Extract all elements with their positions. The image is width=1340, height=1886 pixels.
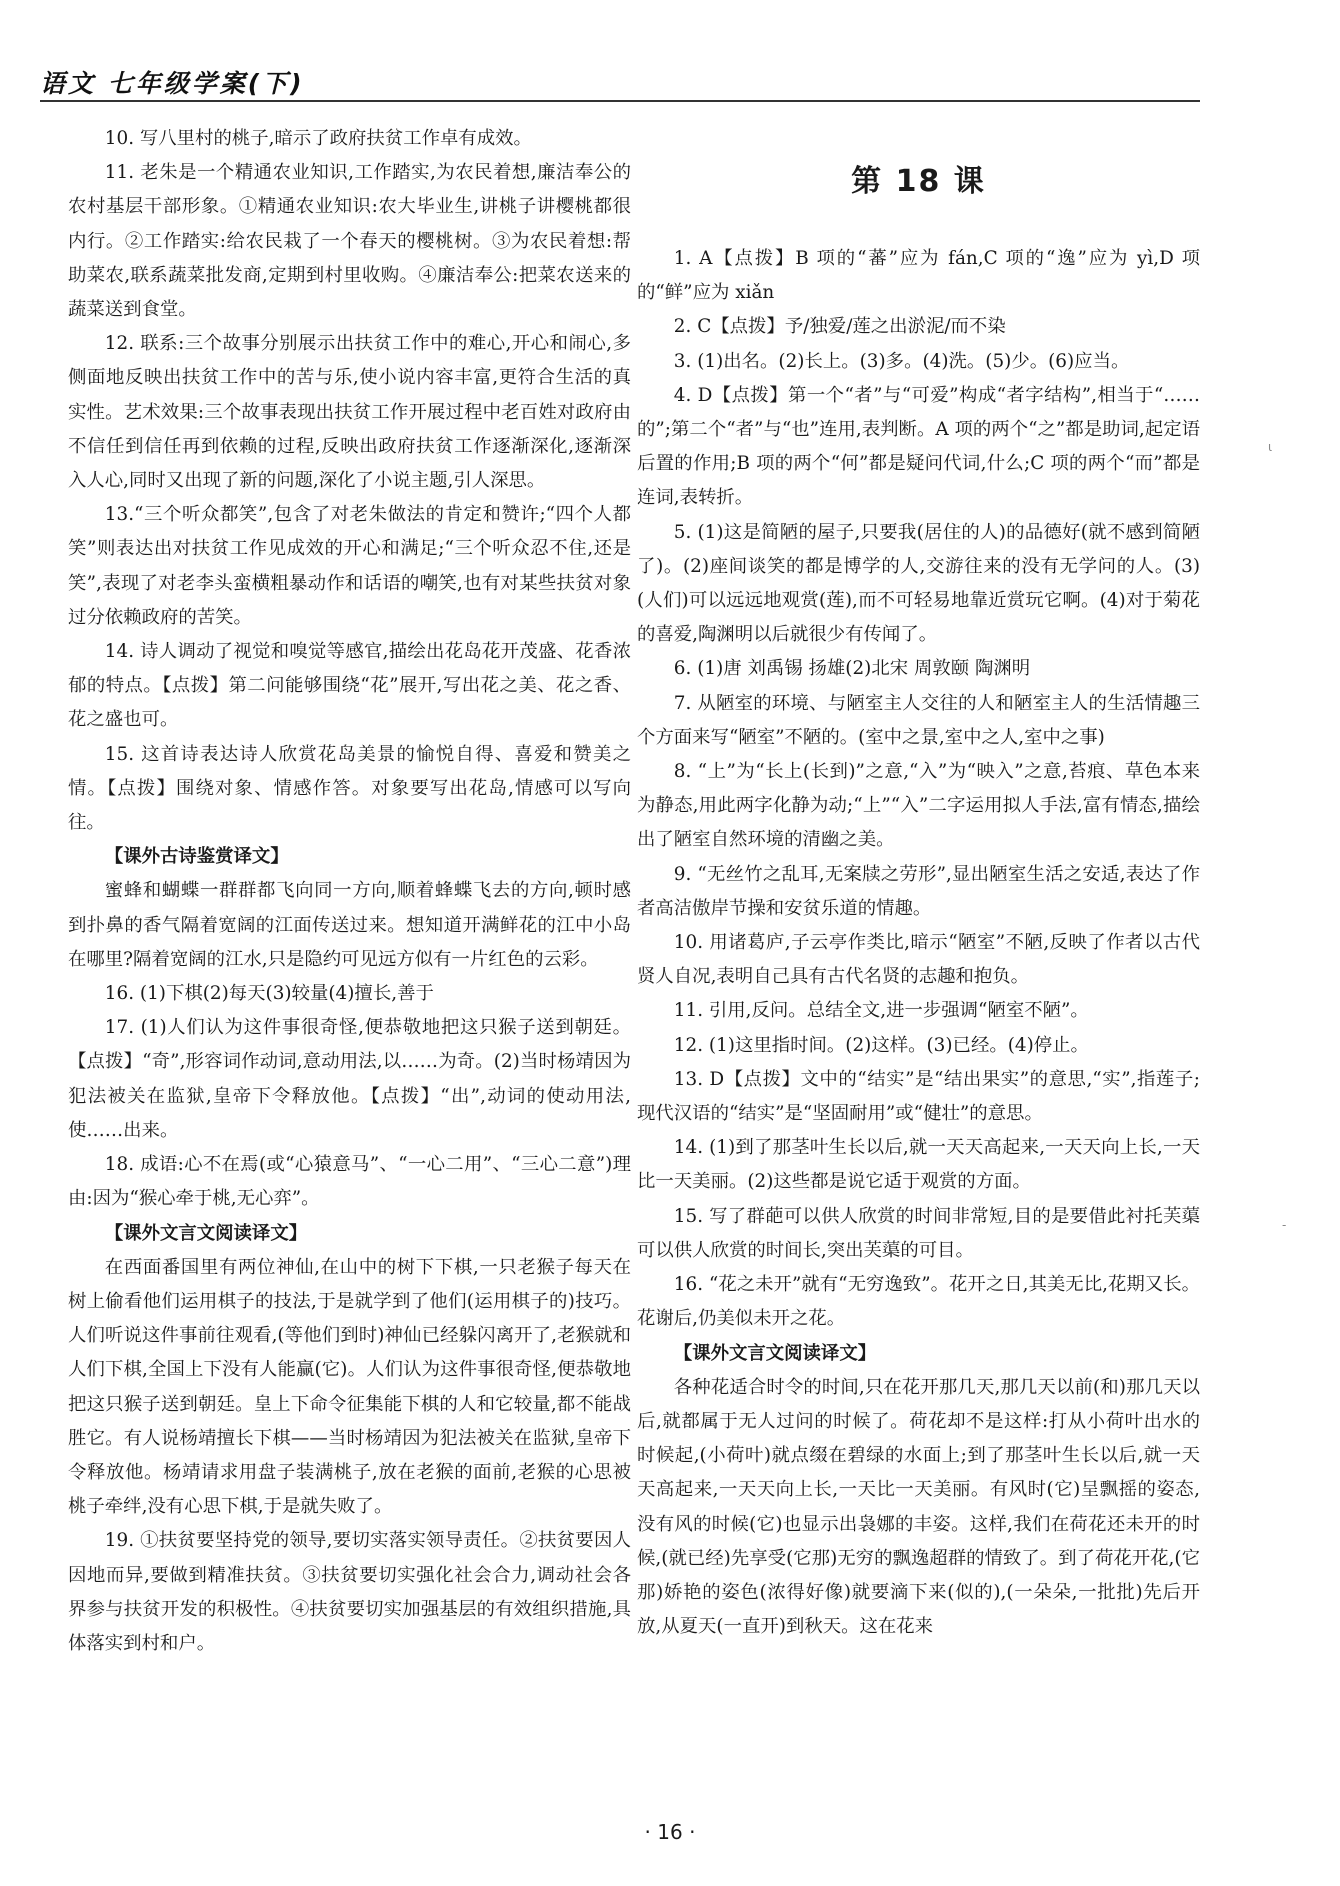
answer-paragraph: 12. (1)这里指时间。(2)这样。(3)已经。(4)停止。	[673, 1034, 1089, 1056]
answer-paragraph: 各种花适合时令的时间,只在花开那几天,那几天以前(和)那几天以后,就都属于无人过问的时候了。荷花却不是这样:打从小荷叶出水的时候起,(小荷叶)就点缀在碧绿的水面上;到了那茎叶生长以后,就一天天高起来,一天天向上长,一天比一天美丽。有风时(它)呈飘摇的姿态,没有风的时候(它)也显示出袅娜的丰姿。这样,我们在荷花还未开的时候,(就已经)先享受(它那)无穷的飘逸超群的情致了。到了荷花开花,(它那)娇艳的姿色(浓得好像)就要滴下来(似的),(一朵朵,一批批)先后开放,从夏天(一直开)到秋天。这在花来	[637, 1376, 1200, 1638]
answer-paragraph: 16. (1)下棋(2)每天(3)较量(4)擅长,善于	[104, 983, 434, 1005]
answer-paragraph: 17. (1)人们认为这件事很奇怪,便恭敬地把这只猴子送到朝廷。【点拨】“奇”,形容词作动词,意动用法,以……为奇。(2)当时杨靖因为犯法被关在监狱,皇帝下令释放他。【点拨】“出”,动词的使动用法,使……出来。	[68, 1017, 631, 1141]
answer-paragraph: 10. 用诸葛庐,子云亭作类比,暗示“陋室”不陋,反映了作者以古代贤人自况,表明自己具有古代名贤的志趣和抱负。	[637, 932, 1200, 988]
answer-paragraph: 15. 写了群葩可以供人欣赏的时间非常短,目的是要借此衬托芙蕖可以供人欣赏的时间长,突出芙蕖的可目。	[637, 1205, 1200, 1261]
answer-paragraph: 15. 这首诗表达诗人欣赏花岛美景的愉悦自得、喜爱和赞美之情。【点拨】围绕对象、情感作答。对象要写出花岛,情感可以写向往。	[68, 743, 631, 834]
answer-paragraph: 10. 写八里村的桃子,暗示了政府扶贫工作卓有成效。	[104, 128, 532, 149]
answer-paragraph: 13. D【点拨】文中的“结实”是“结出果实”的意思,“实”,指莲子;现代汉语的“结实”是“坚固耐用”或“健壮”的意思。	[637, 1068, 1200, 1125]
answer-paragraph: 11. 老朱是一个精通农业知识,工作踏实,为农民着想,廉洁奉公的农村基层干部形象。①精通农业知识:农大毕业生,讲桃子讲樱桃都很内行。②工作踏实:给农民栽了一个春天的樱桃树。③为农民着想:帮助菜农,联系蔬菜批发商,定期到村里收购。④廉洁奉公:把菜农送来的蔬菜送到食堂。	[68, 162, 631, 321]
answer-paragraph: 9. “无丝竹之乱耳,无案牍之劳形”,显出陋室生活之安适,表达了作者高洁傲岸节操和安贫乐道的情趣。	[637, 863, 1200, 919]
answer-paragraph: 1. A【点拨】B 项的“蕃”应为 fán,C 项的“逸”应为 yì,D 项的“鲜”应为 xiǎn	[637, 248, 1200, 304]
section-heading: 【课外文言文阅读译文】	[673, 1342, 877, 1364]
margin-mark-lower: -	[1282, 1218, 1287, 1232]
right-paragraphs	[637, 242, 1200, 1644]
answer-paragraph: 3. (1)出名。(2)长上。(3)多。(4)洗。(5)少。(6)应当。	[673, 350, 1130, 372]
answer-paragraph: 8. “上”为“长上(长到)”之意,“入”为“映入”之意,苔痕、草色本来为静态,用此两字化静为动;“上”“入”二字运用拟人手法,富有情态,描绘出了陋室自然环境的清幽之美。	[637, 761, 1200, 851]
answer-paragraph: 14. 诗人调动了视觉和嗅觉等感官,描绘出花岛花开茂盛、花香浓郁的特点。【点拨】第二问能够围绕“花”展开,写出花之美、花之香、花之盛也可。	[68, 641, 631, 731]
header-rule	[40, 100, 1200, 102]
lesson-title: 第 18 课	[851, 164, 986, 199]
answer-paragraph: 蜜蜂和蝴蝶一群群都飞向同一方向,顺着蜂蝶飞去的方向,顿时感到扑鼻的香气隔着宽阔的江面传送过来。想知道开满鲜花的江中小岛在哪里?隔着宽阔的江水,只是隐约可见远方似有一片红色的云彩。	[68, 880, 631, 970]
margin-mark-upper: ι	[1268, 440, 1273, 454]
answer-paragraph: 7. 从陋室的环境、与陋室主人交往的人和陋室主人的生活情趣三个方面来写“陋室”不陋的。(室中之景,室中之人,室中之事)	[637, 692, 1200, 748]
answer-paragraph: 4. D【点拨】第一个“者”与“可爱”构成“者字结构”,相当于“……的”;第二个“者”与“也”连用,表判断。A 项的两个“之”都是助词,起定语后置的作用;B 项的两个“何”都是疑问代词,什么;C 项的两个“而”都是连词,表转折。	[637, 384, 1200, 509]
page-header: 语文 七年级学案(下)	[40, 69, 305, 98]
answer-paragraph: 2. C【点拨】予/独爱/莲之出淤泥/而不染	[673, 316, 1006, 338]
answer-paragraph: 5. (1)这是简陋的屋子,只要我(居住的人)的品德好(就不感到简陋了)。(2)座间谈笑的都是博学的人,交游往来的没有无学问的人。(3)(人们)可以远远地观赏(莲),而不可轻易地靠近赏玩它啊。(4)对于菊花的喜爱,陶渊明以后就很少有传闻了。	[637, 521, 1200, 646]
answer-paragraph: 6. (1)唐 刘禹锡 扬雄(2)北宋 周敦颐 陶渊明	[673, 658, 1031, 680]
answer-paragraph: 14. (1)到了那茎叶生长以后,就一天天高起来,一天天向上长,一天比一天美丽。(2)这些都是说它适于观赏的方面。	[637, 1137, 1200, 1193]
section-heading: 【课外文言文阅读译文】	[104, 1222, 308, 1244]
left-column	[68, 122, 631, 1661]
answer-paragraph: 19. ①扶贫要坚持党的领导,要切实落实领导责任。②扶贫要因人因地而异,要做到精准扶贫。③扶贫要切实强化社会合力,调动社会各界参与扶贫开发的积极性。④扶贫要切实加强基层的有效组织措施,具体落实到村和户。	[68, 1530, 631, 1654]
answer-paragraph: 16. “花之未开”就有“无穷逸致”。花开之日,其美无比,花期又长。花谢后,仍美似未开之花。	[637, 1274, 1200, 1330]
answer-paragraph: 13.“三个听众都笑”,包含了对老朱做法的肯定和赞许;“四个人都笑”则表达出对扶贫工作见成效的开心和满足;“三个听众忍不住,还是笑”,表现了对老李头蛮横粗暴动作和话语的嘲笑,也有对某些扶贫对象过分依赖政府的苦笑。	[68, 504, 631, 628]
right-column	[637, 122, 1200, 1644]
page-number: · 16 ·	[644, 1820, 696, 1844]
answer-paragraph: 11. 引用,反问。总结全文,进一步强调“陋室不陋”。	[673, 1000, 1089, 1022]
answer-paragraph: 在西面番国里有两位神仙,在山中的树下下棋,一只老猴子每天在树上偷看他们运用棋子的技法,于是就学到了他们(运用棋子的)技巧。人们听说这件事前往观看,(等他们到时)神仙已经躲闪离开了,老猴就和人们下棋,全国上下没有人能赢(它)。人们认为这件事很奇怪,便恭敬地把这只猴子送到朝廷。皇上下命令征集能下棋的人和它较量,都不能战胜它。有人说杨靖擅长下棋——当时杨靖因为犯法被关在监狱,皇帝下令释放他。杨靖请求用盘子装满桃子,放在老猴的面前,老猴的心思被桃子牵绊,没有心思下棋,于是就失败了。	[68, 1256, 631, 1518]
answer-paragraph: 18. 成语:心不在焉(或“心猿意马”、“一心二用”、“三心二意”)理由:因为“猴心牵于桃,无心弈”。	[68, 1154, 631, 1210]
answer-paragraph: 12. 联系:三个故事分别展示出扶贫工作中的难心,开心和闹心,多侧面地反映出扶贫工作中的苦与乐,使小说内容丰富,更符合生活的真实性。艺术效果:三个故事表现出扶贫工作开展过程中老百姓对政府由不信任到信任再到依赖的过程,反映出政府扶贫工作逐渐深化,逐渐深入人心,同时又出现了新的问题,深化了小说主题,引人深思。	[68, 333, 631, 492]
section-heading: 【课外古诗鉴赏译文】	[104, 846, 289, 868]
